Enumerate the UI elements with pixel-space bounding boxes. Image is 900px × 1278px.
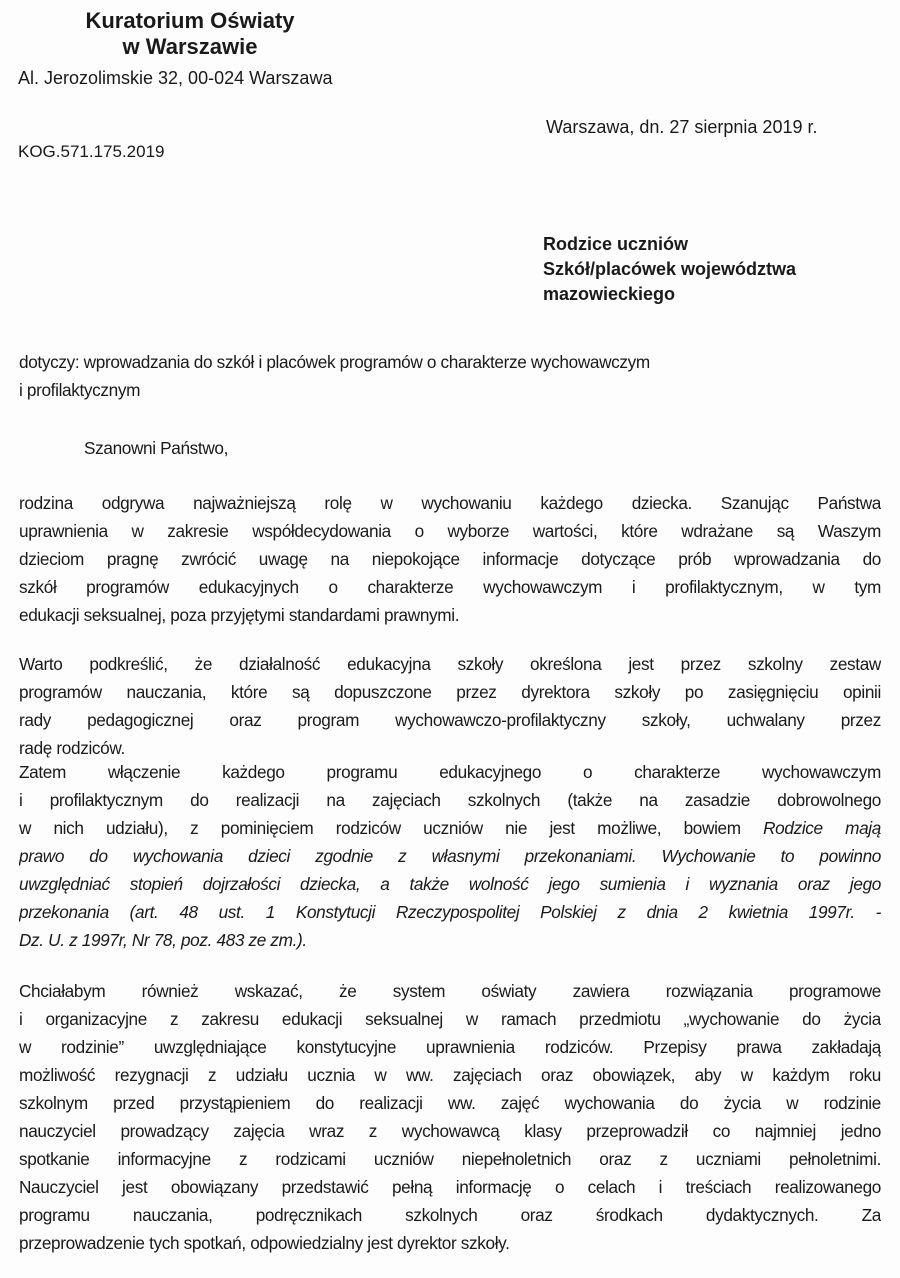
- recipient-line1: Rodzice uczniów: [543, 234, 689, 254]
- paragraph-line: szkół programów edukacyjnych o charakterze wychowawczym i profilaktycznym, w tym: [19, 577, 881, 597]
- paragraph-line: Zatem włączenie każdego programu edukacyjnego o charakterze wychowawczym: [19, 762, 881, 782]
- paragraph-line: przeprowadzenie tych spotkań, odpowiedzialny jest dyrektor szkoły.: [19, 1233, 510, 1253]
- constitution-quote-line: prawo do wychowania dzieci zgodnie z własnymi przekonaniami. Wychowanie to powinno: [19, 846, 881, 866]
- paragraph-line: szkolnym przed przystąpieniem do realizacji ww. zajęć wychowania do życia w rodzinie: [19, 1093, 881, 1113]
- paragraph-line: radę rodziców.: [19, 738, 125, 758]
- salutation: Szanowni Państwo,: [84, 438, 229, 458]
- subject-line2: i profilaktycznym: [19, 380, 141, 400]
- regular-text: w nich udziału), z pominięciem rodziców uczniów nie jest możliwe, bowiem: [19, 818, 764, 838]
- paragraph-line: i profilaktycznym do realizacji na zajęciach szkolnych (także na zasadzie dobrowolnego: [19, 790, 881, 810]
- paragraph-line: dzieciom pragnę zwrócić uwagę na niepokojące informacje dotyczące prób wprowadzania do: [19, 549, 881, 569]
- paragraph-line: [19, 818, 881, 840]
- paragraph-line: programu nauczania, podręcznikach szkolnych oraz środkach dydaktycznych. Za: [19, 1205, 881, 1225]
- constitution-quote-line: uwzględniać stopień dojrzałości dziecka, a także wolność jego sumienia i wyznania oraz jego: [19, 874, 881, 894]
- paragraph-line: w rodzinie” uwzględniające konstytucyjne uprawnienia rodziców. Przepisy prawa zakładają: [19, 1037, 881, 1057]
- paragraph-line: i organizacyjne z zakresu edukacji seksualnej w ramach przedmiotu „wychowanie do życia: [19, 1009, 881, 1029]
- org-name-line1: Kuratorium Oświaty: [85, 8, 295, 33]
- paragraph-line: Nauczyciel jest obowiązany przedstawić pełną informację o celach i treściach realizowanego: [19, 1177, 881, 1197]
- constitution-citation-line: Dz. U. z 1997r, Nr 78, poz. 483 ze zm.).: [19, 930, 307, 950]
- letter-date: Warszawa, dn. 27 sierpnia 2019 r.: [546, 117, 818, 137]
- recipient-line3: mazowieckiego: [543, 284, 676, 304]
- paragraph-line: Chciałabym również wskazać, że system oświaty zawiera rozwiązania programowe: [19, 981, 881, 1001]
- org-address: Al. Jerozolimskie 32, 00-024 Warszawa: [18, 68, 333, 88]
- paragraph-line: Warto podkreślić, że działalność edukacyjna szkoły określona jest przez szkolny zestaw: [19, 654, 881, 674]
- paragraph-line: uprawnienia w zakresie współdecydowania o wyborze wartości, które wdrażane są Waszym: [19, 521, 881, 541]
- paragraph-line: programów nauczania, które są dopuszczone przez dyrektora szkoły po zasięgnięciu opinii: [19, 682, 881, 702]
- paragraph-line: rodzina odgrywa najważniejszą rolę w wychowaniu każdego dziecka. Szanując Państwa: [19, 493, 881, 513]
- subject-line1: dotyczy: wprowadzania do szkół i placówek programów o charakterze wychowawczym: [19, 352, 650, 372]
- constitution-citation-line: przekonania (art. 48 ust. 1 Konstytucji Rzeczypospolitej Polskiej z dnia 2 kwietnia 1997r. -: [19, 902, 881, 922]
- paragraph-line: rady pedagogicznej oraz program wychowawczo-profilaktyczny szkoły, uchwalany przez: [19, 710, 881, 730]
- recipient-line2: Szkół/placówek województwa: [543, 259, 797, 279]
- paragraph-line: nauczyciel prowadzący zajęcia wraz z wychowawcą klasy przeprowadził co najmniej jedno: [19, 1121, 881, 1141]
- paragraph-line: spotkanie informacyjne z rodzicami uczniów niepełnoletnich oraz z uczniami pełnoletnimi.: [19, 1149, 881, 1169]
- constitution-quote: Rodzice mają: [763, 818, 881, 838]
- paragraph-line: możliwość rezygnacji z udziału ucznia w ww. zajęciach oraz obowiązek, aby w każdym roku: [19, 1065, 881, 1085]
- org-name-line2: w Warszawie: [122, 34, 258, 59]
- paragraph-line: edukacji seksualnej, poza przyjętymi standardami prawnymi.: [19, 605, 460, 625]
- reference-number: KOG.571.175.2019: [18, 142, 165, 161]
